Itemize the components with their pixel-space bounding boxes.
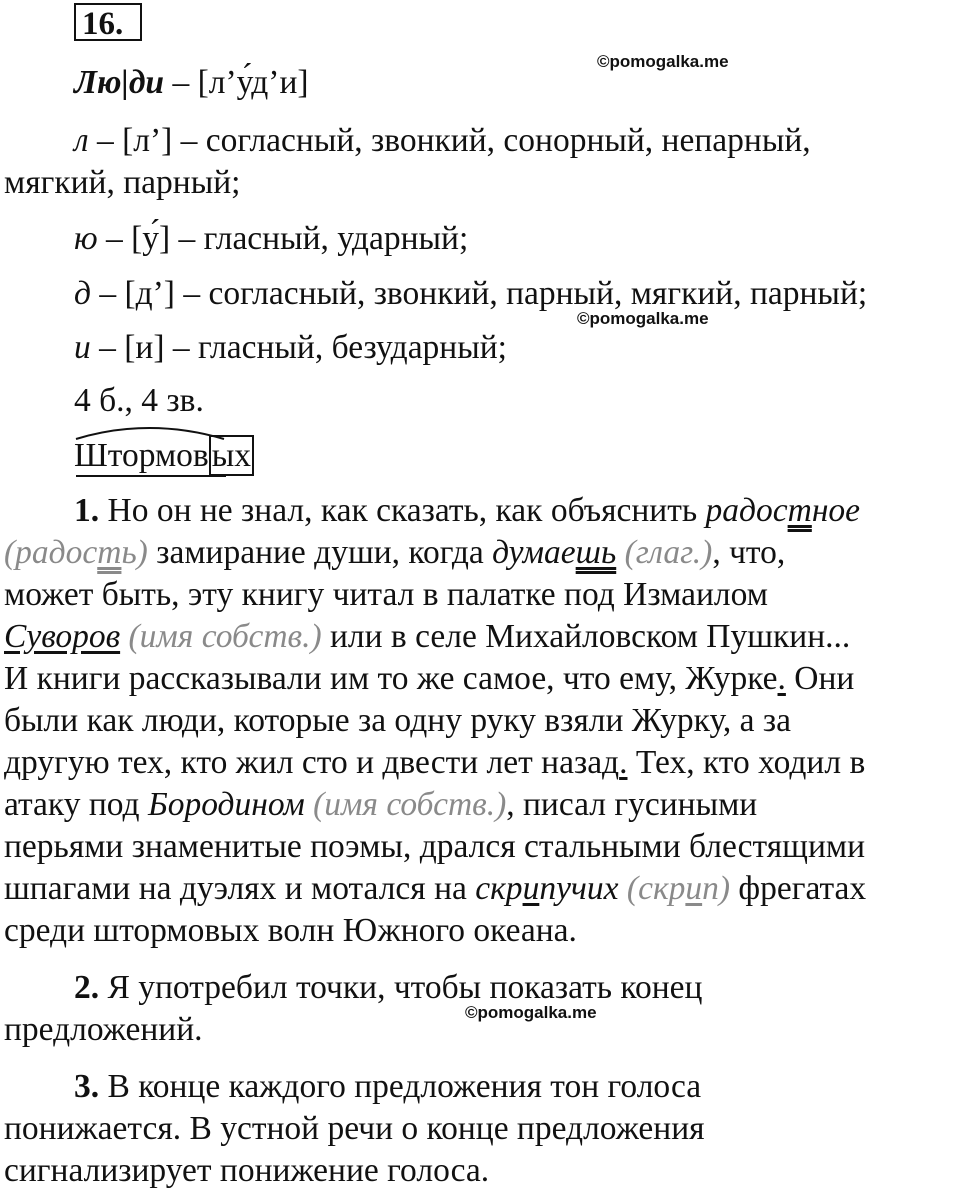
p1-line: [4, 872, 866, 906]
annotation: (радость): [4, 534, 148, 571]
phonetic-word: Лю|ди: [74, 64, 165, 101]
text: замирание души, когда: [147, 534, 493, 571]
phonetic-line: [74, 222, 468, 256]
phonetic-line: [74, 277, 867, 311]
period-mark: .: [619, 744, 628, 781]
text: Но он не знал, как сказать, как объяснить: [99, 492, 706, 529]
word: Бородином: [147, 786, 305, 823]
p3-line: сигнализирует понижение голоса.: [4, 1152, 490, 1189]
annotation: (скрип): [618, 870, 731, 907]
word: думаешь: [492, 534, 617, 571]
letter: и: [74, 329, 91, 366]
text: Они: [785, 660, 855, 697]
text: Тех, кто ходил в: [627, 744, 866, 781]
description: – [у́] – гласный, ударный;: [97, 220, 469, 257]
word: скрипучих: [475, 870, 619, 907]
letter: л: [74, 122, 89, 159]
phonetic-dash: –: [172, 64, 190, 101]
phonetic-header: [74, 66, 309, 100]
description: – [д’] – согласный, звонкий, парный, мягкий, парный;: [90, 275, 868, 312]
phonetic-line: [74, 331, 507, 365]
text: , писал гусиными: [506, 786, 758, 823]
stem-bracket: [76, 475, 226, 477]
annotation: (имя собств.): [304, 786, 507, 823]
p1-line: [4, 536, 785, 570]
p1-line: [4, 662, 854, 696]
text: другую тех, кто жил сто и двести лет назад: [4, 744, 620, 781]
root-arc-icon: [74, 423, 274, 441]
text: атаку под: [4, 786, 148, 823]
annotation: (имя собств.): [120, 618, 322, 655]
description: – [л’] – согласный, звонкий, сонорный, непарный,: [88, 122, 811, 159]
annotation: (глаг.): [616, 534, 713, 571]
paragraph-number: 1.: [74, 492, 100, 529]
p1-line: может быть, эту книгу читал в палатке под Измаилом: [4, 576, 768, 613]
paragraph-number: 2.: [74, 969, 100, 1006]
text: фрегатах: [730, 870, 867, 907]
text: И книги рассказывали им то же самое, что ему, Журке: [4, 660, 778, 697]
word: радостное: [705, 492, 861, 529]
morpheme-ending: ых: [209, 435, 254, 476]
text: В конце каждого предложения тон голоса: [99, 1068, 702, 1105]
description: – [и] – гласный, безударный;: [90, 329, 507, 366]
phonetic-line: [4, 166, 240, 200]
watermark: ©pomogalka.me: [577, 309, 709, 328]
morpheme-root: Штормов: [74, 437, 209, 474]
letter: д: [74, 275, 91, 312]
p3-line: [74, 1070, 701, 1104]
task-number: 16.: [74, 3, 142, 41]
p1-line: [74, 494, 860, 528]
phonetic-transcription: [л’у́д’и]: [197, 64, 309, 101]
morpheme-analysis: [74, 439, 254, 473]
watermark: ©pomogalka.me: [597, 52, 729, 71]
p1-line: [4, 746, 865, 780]
paragraph-number: 3.: [74, 1068, 100, 1105]
p1-line: были как люди, которые за одну руку взяли Журку, а за: [4, 702, 791, 739]
letter: ю: [74, 220, 98, 257]
watermark: ©pomogalka.me: [465, 1003, 597, 1022]
period-mark: .: [777, 660, 786, 697]
p2-line: предложений.: [4, 1011, 203, 1048]
p1-line: перьями знаменитые поэмы, дрался стальными блестящими: [4, 828, 866, 865]
phonetic-summary: 4 б., 4 зв.: [74, 382, 204, 419]
text: шпагами на дуэлях и мотался на: [4, 870, 476, 907]
text: Я употребил точки, чтобы показать конец: [99, 969, 703, 1006]
text: , что,: [712, 534, 786, 571]
p1-line: среди штормовых волн Южного океана.: [4, 912, 577, 949]
p3-line: понижается. В устной речи о конце предложения: [4, 1110, 705, 1147]
text: или в селе Михайловском Пушкин...: [321, 618, 851, 655]
description: мягкий, парный;: [4, 164, 241, 201]
p2-line: [74, 971, 702, 1005]
p1-line: [4, 620, 850, 654]
p1-line: [4, 788, 757, 822]
phonetic-line: [74, 124, 811, 158]
word: Суворов: [4, 618, 121, 655]
